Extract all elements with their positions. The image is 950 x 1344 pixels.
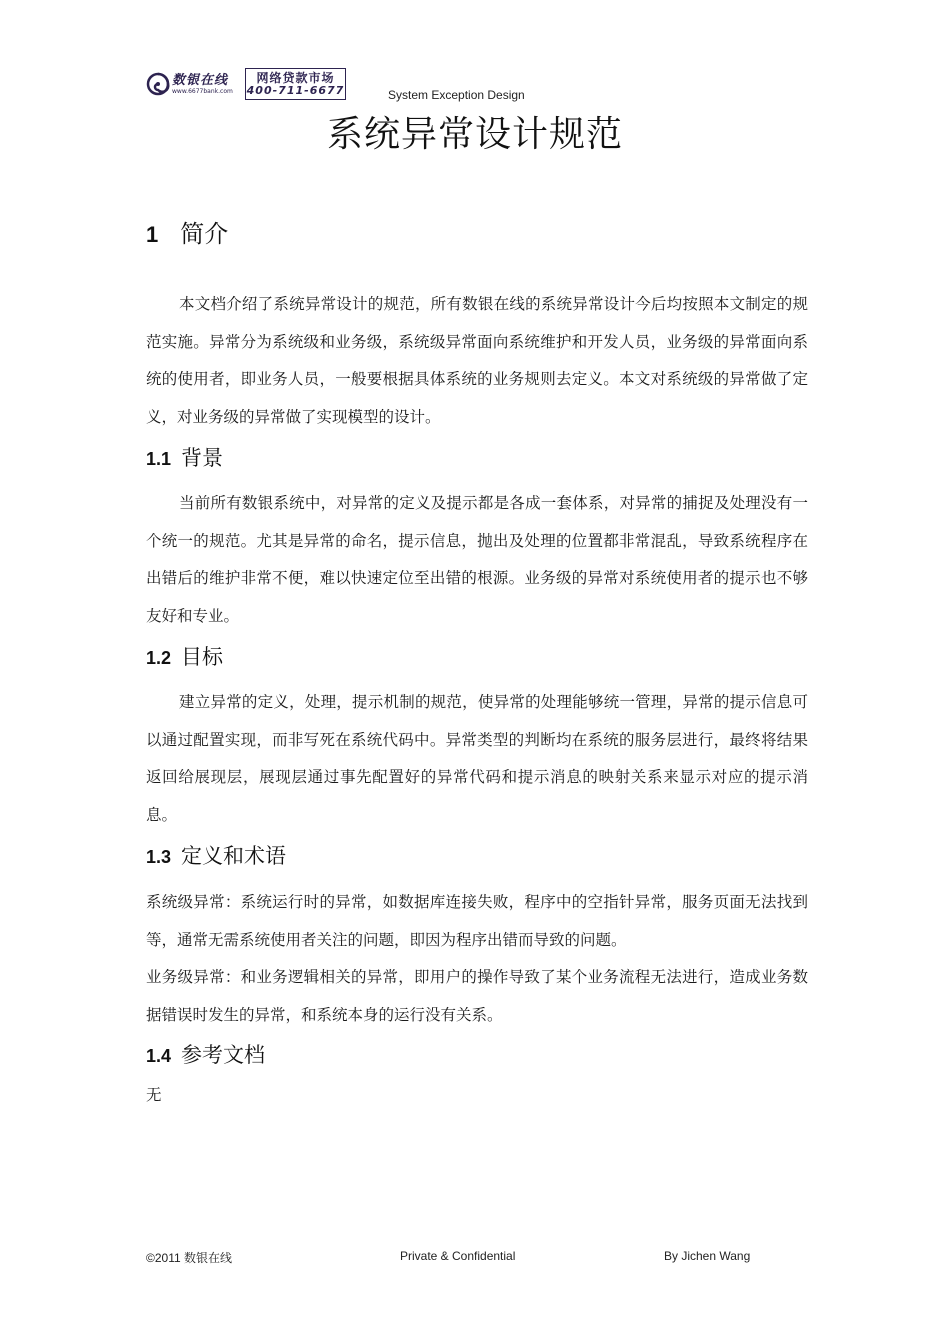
section-number: 1.2 bbox=[146, 648, 172, 668]
section-title: 目标 bbox=[181, 645, 224, 669]
logo-url: www.6677bank.com bbox=[172, 87, 233, 95]
logo-company-name: 数银在线 bbox=[172, 72, 229, 88]
logo-left-block bbox=[170, 68, 242, 100]
section-title: 定义和术语 bbox=[181, 844, 287, 868]
logo-market: 网络贷款市场 bbox=[256, 71, 335, 85]
header-subtitle: System Exception Design bbox=[388, 88, 525, 102]
section-1-3-heading bbox=[146, 840, 286, 870]
section-1-2-paragraph: 建立异常的定义，处理，提示机制的规范，使异常的处理能够统一管理，异常的提示信息可以通过配置实现，而非写死在系统代码中。异常类型的判断均在系统的服务层进行，最终将结果返回给展现层，展现层通过事先配置好的异常代码和提示消息的映射关系来显示对应的提示消息。 bbox=[146, 693, 808, 824]
footer-copyright: ©2011 数银在线 bbox=[146, 1251, 232, 1265]
section-title: 背景 bbox=[181, 446, 224, 470]
logo-right-block bbox=[245, 68, 346, 100]
footer-author: By Jichen Wang bbox=[664, 1249, 751, 1263]
company-logo bbox=[146, 68, 346, 100]
section-1-4-heading bbox=[146, 1039, 265, 1069]
section-title: 参考文档 bbox=[181, 1043, 266, 1067]
document-title: 系统异常设计规范 bbox=[326, 114, 623, 155]
section-1-1-heading bbox=[146, 442, 223, 472]
section-1-heading bbox=[146, 214, 228, 249]
term-business-exception: 业务级异常：和业务逻辑相关的异常，即用户的操作导致了某个业务流程无法进行，造成业务数据错误时发生的异常，和系统本身的运行没有关系。 bbox=[146, 968, 808, 1024]
section-number: 1 bbox=[146, 222, 159, 247]
section-number: 1.3 bbox=[146, 847, 172, 867]
logo-phone: 400-711-6677 bbox=[246, 84, 345, 97]
section-number: 1.1 bbox=[146, 449, 172, 469]
section-1-paragraph: 本文档介绍了系统异常设计的规范，所有数银在线的系统异常设计今后均按照本文制定的规范实施。异常分为系统级和业务级，系统级异常面向系统维护和开发人员，业务级的异常面向系统的使用者，即业务人员，一般要根据具体系统的业务规则去定义。本文对系统级的异常做了定义，对业务级的异常做了实现模型的设计。 bbox=[146, 295, 808, 426]
swirl-logo-icon bbox=[146, 68, 170, 100]
section-1-2-heading bbox=[146, 641, 223, 671]
footer-confidential: Private & Confidential bbox=[400, 1249, 516, 1263]
section-number: 1.4 bbox=[146, 1046, 172, 1066]
term-system-exception: 系统级异常：系统运行时的异常，如数据库连接失败，程序中的空指针异常，服务页面无法找到等，通常无需系统使用者关注的问题，即因为程序出错而导致的问题。 bbox=[146, 893, 808, 949]
section-1-1-paragraph: 当前所有数银系统中，对异常的定义及提示都是各成一套体系，对异常的捕捉及处理没有一个统一的规范。尤其是异常的命名，提示信息，抛出及处理的位置都非常混乱，导致系统程序在出错后的维护非常不便，难以快速定位至出错的根源。业务级的异常对系统使用者的提示也不够友好和专业。 bbox=[146, 494, 808, 625]
section-title: 简介 bbox=[180, 220, 229, 248]
section-1-4-paragraph: 无 bbox=[146, 1086, 162, 1104]
